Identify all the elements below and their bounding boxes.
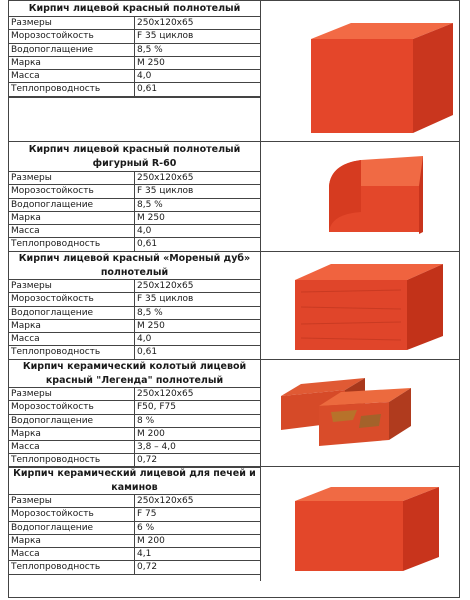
table-row (9, 211, 261, 224)
product-title: Кирпич лицевой красный полнотелый фигурный R-60 (9, 142, 260, 172)
table-row (9, 508, 261, 521)
table-row (9, 521, 261, 534)
spec-label: Теплопроводность (9, 561, 135, 574)
spec-label: Водопоглащение (9, 198, 135, 211)
spec-label: Размеры (9, 280, 135, 293)
spec-label: Марка (9, 534, 135, 547)
spec-value: 8 % (135, 414, 262, 427)
spec-block (9, 252, 261, 359)
spec-label: Марка (9, 211, 135, 224)
spec-value: 4,0 (135, 225, 262, 238)
table-row (9, 495, 261, 508)
spec-value: 6 % (135, 521, 262, 534)
spec-value: 8,5 % (135, 306, 262, 319)
solid-red-brick-image (261, 1, 459, 141)
product-section-5 (9, 467, 459, 581)
spec-label: Теплопроводность (9, 83, 135, 96)
spec-value: 4,0 (135, 70, 262, 83)
spec-value: 0,72 (135, 561, 262, 574)
table-row (9, 346, 261, 359)
spec-value: F 35 циклов (135, 30, 262, 43)
spec-value: 250х120х65 (135, 280, 262, 293)
spec-label: Масса (9, 70, 135, 83)
split-face-bricks-image (261, 360, 459, 466)
table-row (9, 454, 261, 467)
spec-label: Теплопроводность (9, 454, 135, 467)
spec-label: Водопоглащение (9, 521, 135, 534)
spec-label: Марка (9, 319, 135, 332)
table-row (9, 185, 261, 198)
table-row (9, 333, 261, 346)
spec-value: 4,1 (135, 548, 262, 561)
spec-label: Марка (9, 427, 135, 440)
table-row (9, 441, 261, 454)
rounded-edge-brick-image (261, 142, 459, 251)
spec-label: Масса (9, 441, 135, 454)
spec-value: 4,0 (135, 333, 262, 346)
spec-value: 0,61 (135, 238, 262, 251)
spec-value: М 250 (135, 211, 262, 224)
table-row (9, 319, 261, 332)
table-row (9, 534, 261, 547)
table-row (9, 401, 261, 414)
spec-label: Размеры (9, 172, 135, 185)
spec-value: 0,72 (135, 454, 262, 467)
product-section-3 (9, 252, 459, 360)
product-title: Кирпич лицевой красный «Мореный дуб» полнотелый (9, 252, 260, 280)
spec-block (9, 142, 261, 251)
brick-spec-sheet (8, 0, 460, 598)
spec-value: F 75 (135, 508, 262, 521)
table-row (9, 56, 261, 69)
table-row (9, 306, 261, 319)
spec-value: М 200 (135, 427, 262, 440)
spec-value: 250х120х65 (135, 17, 262, 30)
spec-table (9, 280, 261, 360)
table-row (9, 427, 261, 440)
spec-value: 0,61 (135, 346, 262, 359)
spec-table (9, 495, 261, 575)
table-row (9, 238, 261, 251)
spec-label: Морозостойкость (9, 401, 135, 414)
product-section-2 (9, 142, 459, 252)
spec-value: М 200 (135, 534, 262, 547)
spec-label: Размеры (9, 17, 135, 30)
table-row (9, 388, 261, 401)
table-row (9, 17, 261, 30)
spec-table (9, 172, 261, 252)
table-row (9, 225, 261, 238)
product-section-1 (9, 1, 459, 142)
spec-value: F 35 циклов (135, 185, 262, 198)
spec-block (9, 360, 261, 466)
spec-block (9, 1, 261, 141)
table-row (9, 43, 261, 56)
spec-label: Морозостойкость (9, 30, 135, 43)
product-title: Кирпич керамический лицевой для печей и каминов (9, 467, 260, 495)
table-row (9, 198, 261, 211)
spec-value: 8,5 % (135, 198, 262, 211)
spec-value: 250х120х65 (135, 388, 262, 401)
spec-value: F50, F75 (135, 401, 262, 414)
spec-block (9, 467, 261, 581)
spec-value: 0,61 (135, 83, 262, 96)
product-title: Кирпич керамический колотый лицевой красный "Легенда" полнотелый (9, 360, 260, 388)
table-row (9, 30, 261, 43)
spec-label: Морозостойкость (9, 185, 135, 198)
spec-label: Марка (9, 56, 135, 69)
spec-label: Размеры (9, 388, 135, 401)
spec-label: Водопоглащение (9, 414, 135, 427)
spec-label: Размеры (9, 495, 135, 508)
spec-value: 3,8 – 4,0 (135, 441, 262, 454)
table-row (9, 83, 261, 96)
textured-oak-brick-image (261, 252, 459, 359)
spec-label: Морозостойкость (9, 293, 135, 306)
spec-label: Теплопроводность (9, 238, 135, 251)
table-row (9, 561, 261, 574)
spec-value: М 250 (135, 319, 262, 332)
table-row (9, 548, 261, 561)
table-row (9, 414, 261, 427)
spec-label: Водопоглащение (9, 306, 135, 319)
product-title: Кирпич лицевой красный полнотелый (9, 1, 260, 17)
spec-value: 250х120х65 (135, 495, 262, 508)
spec-table (9, 388, 261, 468)
spec-label: Теплопроводность (9, 346, 135, 359)
table-row (9, 172, 261, 185)
spec-value: F 35 циклов (135, 293, 262, 306)
spec-label: Водопоглащение (9, 43, 135, 56)
stove-brick-image (261, 467, 459, 581)
spec-value: М 250 (135, 56, 262, 69)
table-row (9, 293, 261, 306)
spec-value: 250х120х65 (135, 172, 262, 185)
blank-area (9, 97, 260, 98)
table-row (9, 280, 261, 293)
spec-value: 8,5 % (135, 43, 262, 56)
table-row (9, 70, 261, 83)
spec-label: Морозостойкость (9, 508, 135, 521)
spec-label: Масса (9, 225, 135, 238)
spec-label: Масса (9, 548, 135, 561)
spec-label: Масса (9, 333, 135, 346)
product-section-4 (9, 360, 459, 467)
spec-table (9, 17, 261, 97)
